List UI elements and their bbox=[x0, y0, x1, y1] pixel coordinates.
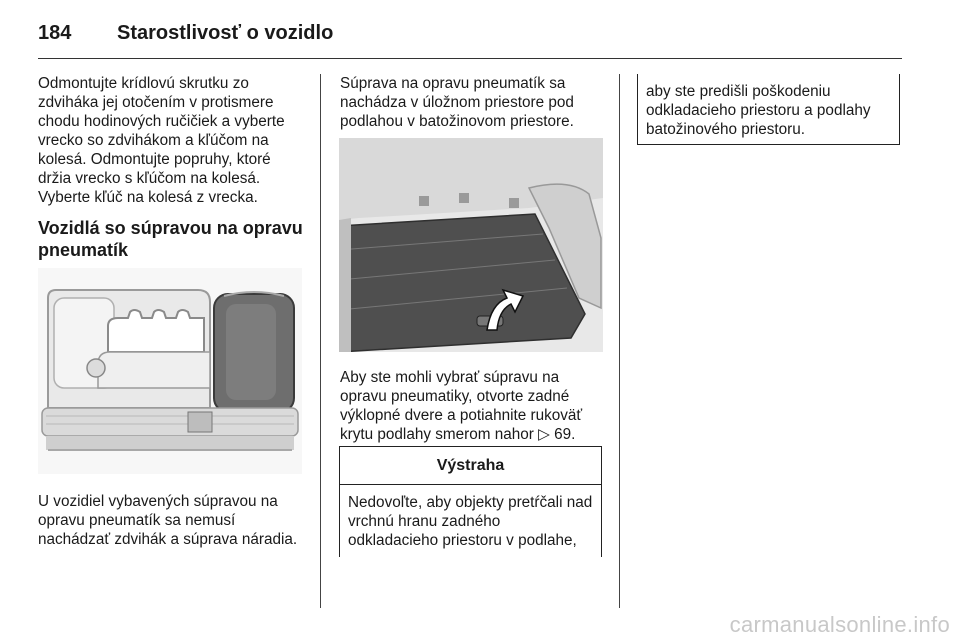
kit-vehicle-paragraph: U vozidiel vybavených súpravou na opravu pneumatík sa nemusí nachádzať zdvihák a súprava náradia. bbox=[38, 493, 298, 548]
warning-box bbox=[339, 446, 602, 557]
watermark: carmanualsonline.info bbox=[729, 612, 950, 637]
column-divider-1 bbox=[320, 74, 321, 608]
page-header bbox=[38, 18, 902, 59]
warning-body: Nedovoľte, aby objekty pretŕčali nad vrchnú hranu zadného odkladacieho priestoru v podlahe, bbox=[348, 494, 593, 549]
column-2-lower-text bbox=[340, 368, 605, 444]
load-compartment-floor-illustration bbox=[339, 138, 603, 352]
page-title: Starostlivosť o vozidlo bbox=[117, 22, 334, 44]
warning-title: Výstraha bbox=[340, 447, 601, 485]
kit-removal-paragraph bbox=[340, 368, 605, 444]
column-2 bbox=[340, 74, 605, 131]
column-1-bottom-text bbox=[38, 492, 308, 549]
kit-removal-text: Aby ste mohli vybrať súpravu na opravu pneumatiky, otvorte zadné výklopné dvere a potiahnite rukoväť krytu podlahy smerom nahor bbox=[340, 369, 583, 443]
page-number: 184 bbox=[38, 22, 72, 44]
section-subheading: Vozidlá so súpravou na opravu pneumatík bbox=[38, 218, 303, 260]
jack-removal-paragraph: Odmontujte krídlovú skrutku zo zdviháka jej otočením v protismere chodu hodinových ručičiek a vyberte vrecko so zdvihákom a kľúčom na kolesá. Odmontujte popruhy, ktoré držia vrecko s kľúčom na kolesá. Vyberte kľúč na kolesá z vrecka. bbox=[38, 75, 285, 206]
kit-location-paragraph: Súprava na opravu pneumatík sa nachádza v úložnom priestore pod podlahou v batožinovom priestore. bbox=[340, 75, 574, 130]
warning-continuation-box bbox=[637, 74, 900, 145]
page-reference-link[interactable]: 69. bbox=[554, 426, 576, 443]
tire-repair-kit-illustration bbox=[38, 268, 302, 474]
column-1 bbox=[38, 74, 308, 277]
page-reference-arrow-icon: ▷ bbox=[538, 426, 550, 443]
column-divider-2 bbox=[619, 74, 620, 608]
warning-continuation-text: aby ste predišli poškodeniu odkladacieho priestoru a podlahy batožinového priestoru. bbox=[646, 83, 871, 138]
